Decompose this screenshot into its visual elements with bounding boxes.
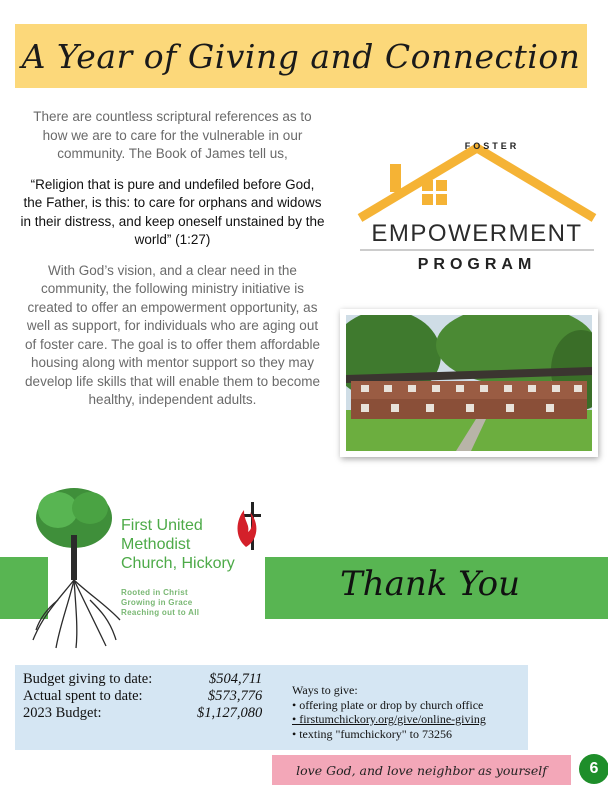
- budget-value: $1,127,080: [197, 705, 263, 721]
- motto-banner: love God, and love neighbor as yourself: [272, 755, 571, 785]
- budget-row: [23, 671, 262, 688]
- apartment-photo: [340, 309, 598, 457]
- budget-row: [23, 688, 262, 705]
- ways-item: • offering plate or drop by church office: [292, 697, 484, 712]
- budget-label: 2023 Budget:: [23, 705, 102, 721]
- intro-paragraph-1: There are countless scriptural references as to how we are to care for the vulnerable in our community. The Book of James tell us,: [33, 109, 312, 161]
- ways-to-give: [292, 683, 486, 741]
- church-logo-card: [28, 480, 273, 650]
- church-tagline-line: Growing in Grace: [121, 598, 193, 607]
- church-name-line: First United: [121, 517, 203, 534]
- budget-label: Actual spent to date:: [23, 688, 143, 704]
- ways-heading: Ways to give:: [292, 683, 358, 697]
- thank-you-heading: Thank You: [340, 564, 521, 604]
- page-title: A Year of Giving and Connection: [21, 36, 581, 76]
- tree-icon: [28, 480, 123, 650]
- church-tagline-line: Rooted in Christ: [121, 588, 189, 597]
- logo-program-text: PROGRAM: [417, 256, 537, 273]
- church-tagline: [121, 588, 199, 618]
- logo-foster-text: FOSTER: [464, 141, 520, 151]
- ways-item: • texting "fumchickory" to 73256: [292, 726, 452, 741]
- budget-row: [23, 705, 262, 722]
- cross-and-flame-icon: [234, 502, 264, 552]
- apartment-building-image: [346, 315, 592, 451]
- title-banner: [15, 24, 587, 88]
- online-giving-link[interactable]: • firstumchickory.org/give/online-giving: [292, 712, 486, 726]
- budget-value: $573,776: [207, 688, 263, 704]
- logo-empowerment-text: EMPOWERMENT: [371, 220, 583, 247]
- church-name-line: Methodist: [121, 536, 191, 553]
- church-tagline-line: Reaching out to All: [121, 608, 200, 617]
- budget-label: Budget giving to date:: [23, 671, 153, 687]
- church-name: [121, 516, 235, 573]
- budget-value: $504,711: [208, 671, 263, 687]
- intro-paragraph-2: With God’s vision, and a clear need in the community, the following ministry initiative is created to offer an empowerment opportunity, as well as support, for individuals who are aging out of foster care. The goal is to offer them affordable housing along with mentor support so they may develop life skills that will enable them to become healthy, independent adults.: [25, 262, 320, 407]
- church-name-line: Church, Hickory: [121, 555, 235, 572]
- budget-table: [23, 671, 262, 722]
- page-number-badge: 6: [579, 754, 608, 784]
- intro-text: [20, 108, 325, 420]
- scripture-quote: “Religion that is pure and undefiled before God, the Father, is this: to care for orphans and widows in their distress, and keep oneself unstained by the world” (1:27): [20, 176, 325, 247]
- foster-empowerment-logo: [352, 136, 602, 281]
